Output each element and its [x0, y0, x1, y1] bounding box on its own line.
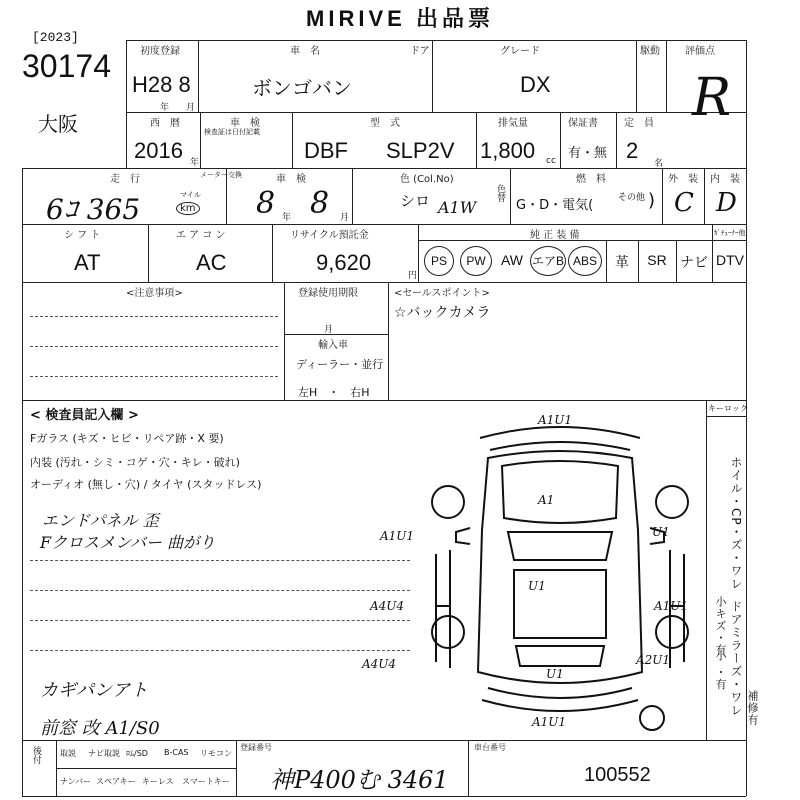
car-name-value: ボンゴバン: [252, 76, 352, 100]
grid-line: [22, 400, 746, 401]
keylock-label: キーロック: [708, 404, 748, 413]
svg-text:A1: A1: [538, 493, 555, 507]
inspector-title: < 検査員記入欄 >: [30, 408, 139, 423]
mileage-label: 走 行: [110, 174, 140, 185]
color-value: シロ: [400, 192, 431, 210]
inspector-note2: Fクロスメンバー 曲がり: [40, 533, 216, 552]
grid-line: [666, 40, 667, 112]
mileage-value: 6ｺ 365: [46, 193, 141, 226]
footer-item-smartkey: スマートキー: [182, 777, 230, 786]
grid-line: [432, 40, 433, 112]
grid-line: [22, 168, 23, 796]
year-tag: [2023]: [32, 30, 79, 45]
color-code: A1W: [438, 198, 477, 217]
western-label: 西 暦: [150, 118, 180, 129]
grid-line: [22, 740, 746, 741]
grid-line: [200, 112, 201, 168]
inspection-sub: 検査証は日付記載: [204, 128, 260, 136]
grid-line: [638, 240, 639, 282]
svg-text:A4U4: A4U4: [362, 657, 397, 671]
shift-value: AT: [74, 250, 101, 275]
color-label: 色 (Col.No): [400, 174, 454, 185]
tuner-label: ｶﾞﾁｭｰﾅｰ他: [714, 229, 746, 237]
footer-item-navi-manual: ナビ取説: [88, 749, 120, 758]
svg-text:U1: U1: [546, 667, 564, 681]
recycle-unit: 円: [408, 271, 418, 281]
western-value: 2016: [134, 138, 183, 163]
exterior-label: 外 装: [668, 174, 698, 185]
footer-col1: 後付: [31, 746, 41, 764]
displacement-unit: cc: [546, 156, 556, 166]
svg-text:U1: U1: [652, 525, 670, 539]
inspector-note1: エンドパネル 歪: [42, 511, 159, 530]
warranty-value: 有・無: [568, 146, 608, 161]
shaken-unit-m: 月: [340, 213, 350, 223]
svg-text:A4U4: A4U4: [370, 599, 405, 613]
region: 大阪: [38, 112, 78, 136]
warranty-label: 保証書: [568, 118, 598, 129]
year-unit: 年: [160, 103, 170, 113]
grid-line: [746, 40, 747, 796]
footer-item-remote: リモコン: [200, 749, 232, 758]
grid-line: [418, 240, 746, 241]
car-name-label: 車 名: [290, 46, 320, 57]
plate-value: 神P400む 3461: [270, 766, 449, 794]
interior-value: D: [716, 188, 737, 218]
grid-line: [126, 40, 127, 168]
grid-line: [236, 740, 237, 796]
side-text-1: ホイル・CP・ズ・ワレ: [729, 456, 743, 591]
displacement-label: 排気量: [498, 118, 528, 129]
score-value: R: [692, 68, 732, 128]
month-unit: 月: [186, 103, 196, 113]
grid-line: [22, 282, 746, 283]
grid-line: [676, 240, 677, 282]
inspection-label: 車 検: [230, 118, 260, 129]
grid-line: [148, 224, 149, 282]
interior-label: 内 装: [710, 174, 740, 185]
grid-line: [22, 168, 746, 169]
grid-line: [510, 168, 511, 224]
footer-item-sparekey: スペアキー: [96, 777, 136, 786]
first-reg-label: 初度登録: [140, 46, 180, 57]
sales-value: ☆バックカメラ: [394, 305, 491, 321]
caution-label: <注意事項>: [126, 288, 183, 299]
mileage-unit: km: [176, 202, 200, 215]
inspector-line1: Fガラス (キズ・ヒビ・リペア跡・X 要): [30, 432, 224, 445]
equip-airbag: エアB: [530, 246, 566, 276]
shaken-label: 車 検: [276, 174, 306, 185]
grid-line: [616, 112, 617, 168]
plate-label: 登録番号: [240, 743, 272, 752]
shaken-month: 8: [256, 186, 276, 221]
grid-line: [284, 282, 285, 400]
dealer-label: ディーラー・並行: [296, 358, 384, 371]
exterior-value: C: [674, 188, 694, 218]
model-value-a: DBF: [304, 138, 348, 163]
grid-line: [560, 112, 561, 168]
capacity-unit: 名: [654, 159, 664, 169]
lot-number: 30174: [22, 48, 111, 84]
grid-line: [704, 168, 705, 224]
equip-ps: PS: [424, 246, 454, 276]
footer-item-keyless: キーレス: [142, 777, 174, 786]
first-reg-value: H28 8: [132, 72, 191, 97]
svg-text:A1U1: A1U1: [380, 529, 415, 543]
ruled-line: [30, 346, 278, 347]
aircon-value: AC: [196, 250, 227, 275]
ruled-line: [30, 650, 410, 651]
equip-dtv: DTV: [716, 252, 744, 268]
shaken-unit-y: 年: [282, 213, 292, 223]
grid-line: [56, 768, 236, 769]
footer-item-plate: ナンバー: [60, 777, 92, 786]
svg-text:U1: U1: [528, 579, 546, 593]
grid-line: [476, 112, 477, 168]
footer-item-bcas: B-CAS: [164, 748, 189, 757]
ruled-line: [30, 316, 278, 317]
grid-line: [468, 740, 469, 796]
grid-line: [706, 416, 746, 417]
svg-text:A1U1: A1U1: [654, 599, 689, 613]
sales-label: <セールスポイント>: [394, 288, 490, 299]
handle-label: 左H ・ 右H: [298, 386, 370, 399]
page-title: MIRIVE 出品票: [306, 6, 494, 31]
displacement-value: 1,800: [480, 138, 536, 163]
shift-label: シ フ ト: [64, 230, 101, 241]
grid-line: [272, 224, 273, 282]
grid-line: [712, 224, 713, 282]
grid-line: [352, 168, 353, 224]
inspector-note3: カギパンアト: [40, 680, 148, 701]
equip-pw: PW: [460, 246, 492, 276]
equip-navi: ナビ: [680, 254, 708, 270]
side-text-4: 小 ・有: [714, 650, 727, 691]
equipment-label: 純 正 装 備: [530, 230, 580, 241]
recycle-value: 9,620: [316, 250, 372, 275]
chassis-value: 100552: [584, 764, 651, 786]
ruled-line: [30, 560, 410, 561]
grid-line: [22, 796, 746, 797]
meter-label: メーター交換: [200, 171, 242, 179]
recycle-label: リサイクル預託金: [290, 230, 369, 241]
side-text-3: 小キズ・有: [714, 596, 727, 656]
color-change-label: 色替: [495, 184, 505, 202]
grade-label: グレード: [500, 46, 540, 57]
fuel-close: ): [648, 190, 656, 211]
svg-text:A1U1: A1U1: [538, 413, 573, 427]
model-value-b: SLP2V: [386, 138, 455, 163]
side-text-5: 補修有: [746, 690, 759, 726]
grid-line: [284, 334, 388, 335]
side-text-2: ドアミラーズ・ワレ: [729, 600, 743, 717]
grade-value: DX: [520, 72, 551, 97]
fuel-other: その他: [618, 193, 646, 203]
drive-label: 駆動: [640, 46, 660, 57]
equip-sr: SR: [647, 252, 667, 268]
grid-line: [292, 112, 293, 168]
grid-line: [126, 112, 746, 113]
capacity-label: 定 員: [624, 118, 654, 129]
grid-line: [662, 168, 663, 224]
shaken-day: 8: [310, 186, 330, 221]
door-label: ドア: [410, 46, 430, 57]
aircon-label: エ ア コ ン: [176, 230, 226, 241]
grid-line: [418, 224, 419, 282]
footer-item-manual: 取説: [60, 749, 76, 758]
inspector-line3: オーディオ (無し・穴) / タイヤ (スタッドレス): [30, 478, 262, 491]
model-label: 型 式: [370, 118, 400, 129]
grid-line: [636, 40, 637, 112]
chassis-label: 車台番号: [474, 743, 506, 752]
car-diagram: [362, 410, 710, 740]
grid-line: [198, 40, 199, 112]
western-unit: 年: [190, 158, 200, 168]
equip-aw: AW: [500, 252, 524, 268]
ruled-line: [30, 620, 410, 621]
mileage-sub: マイル: [180, 191, 201, 199]
inspector-note4: 前窓 改 A1/S0: [40, 718, 160, 739]
grid-line: [388, 282, 389, 400]
import-label: 輸入車: [318, 340, 348, 351]
expiry-unit: 月: [324, 325, 334, 335]
fuel-label: 燃 料: [576, 174, 606, 185]
capacity-value: 2: [626, 138, 639, 163]
grid-line: [606, 240, 607, 282]
inspector-line2: 内装 (汚れ・シミ・コゲ・穴・キレ・破れ): [30, 456, 240, 469]
equip-leather: 革: [615, 254, 629, 270]
ruled-line: [30, 590, 410, 591]
fuel-value: G・D・電気(: [516, 198, 594, 213]
svg-text:A1U1: A1U1: [532, 715, 567, 729]
expiry-label: 登録使用期限: [298, 288, 358, 299]
footer-item-rom: ﾛﾑ/SD: [126, 749, 148, 758]
grid-line: [126, 40, 746, 41]
svg-text:A2U1: A2U1: [636, 653, 671, 667]
ruled-line: [30, 376, 278, 377]
equip-abs: ABS: [568, 246, 602, 276]
score-label: 評価点: [685, 46, 715, 57]
